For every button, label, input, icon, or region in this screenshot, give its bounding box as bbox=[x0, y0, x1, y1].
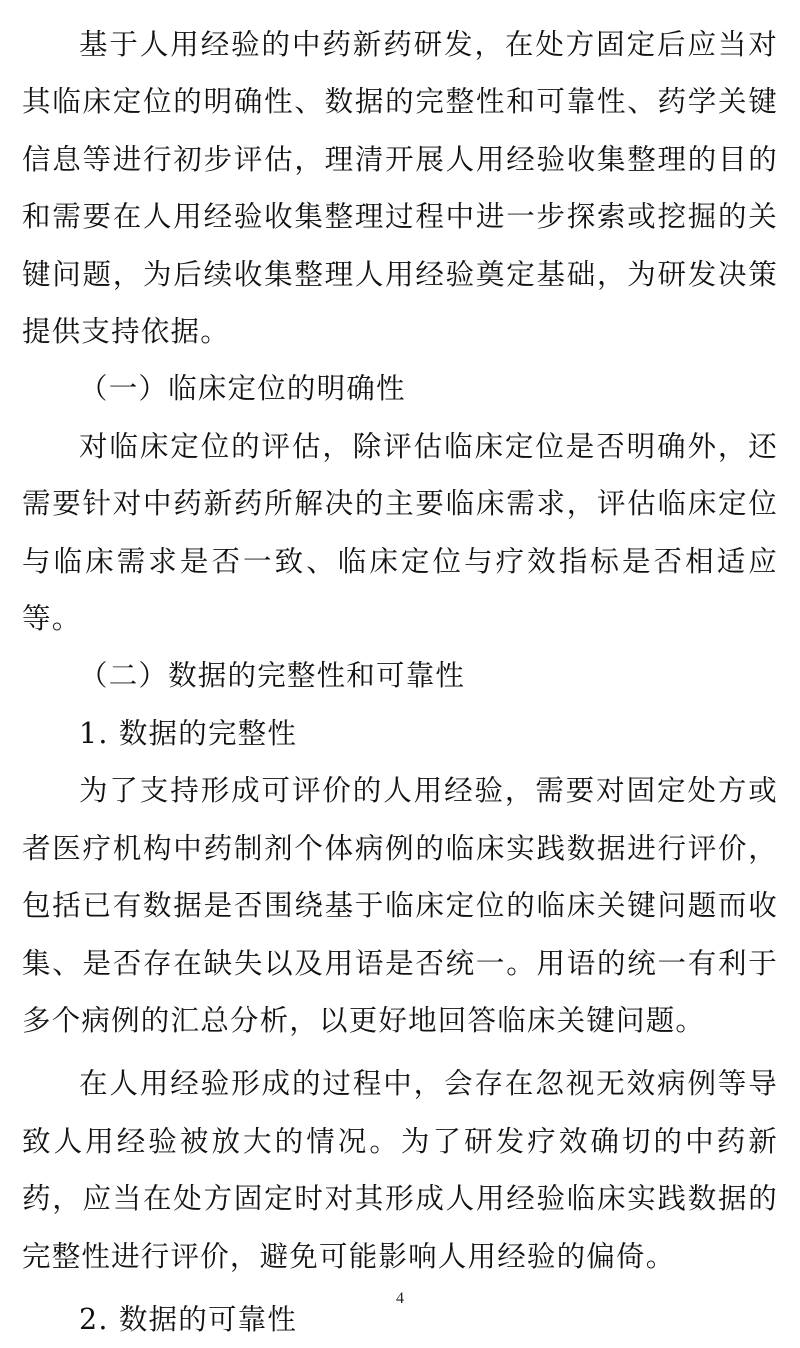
body-paragraph-data-integrity-1: 为了支持形成可评价的人用经验，需要对固定处方或者医疗机构中药制剂个体病例的临床实践数据进行评价，包括已有数据是否围绕基于临床定位的临床关键问题而收集、是否存在缺失以及用语是否统一。用语的统一有利于多个病例的汇总分析，以更好地回答临床关键问题。 bbox=[22, 774, 778, 1037]
page-number: 4 bbox=[396, 1290, 404, 1307]
subsection-heading-data-integrity: 1. 数据的完整性 bbox=[79, 716, 298, 750]
body-paragraph-clinical-positioning: 对临床定位的评估，除评估临床定位是否明确外，还需要针对中药新药所解决的主要临床需求，评估临床定位与临床需求是否一致、临床定位与疗效指标是否相适应等。 bbox=[22, 429, 778, 636]
body-paragraph-data-integrity-2: 在人用经验形成的过程中，会存在忽视无效病例等导致人用经验被放大的情况。为了研发疗效确切的中药新药，应当在处方固定时对其形成人用经验临床实践数据的完整性进行评价，避免可能影响人用经验的偏倚。 bbox=[22, 1067, 778, 1273]
document-body bbox=[22, 16, 778, 1348]
body-paragraph-intro: 基于人用经验的中药新药研发，在处方固定后应当对其临床定位的明确性、数据的完整性和可靠性、药学关键信息等进行初步评估，理清开展人用经验收集整理的目的和需要在人用经验收集整理过程中进一步探索或挖掘的关键问题，为后续收集整理人用经验奠定基础，为研发决策提供支持依据。 bbox=[22, 28, 778, 349]
section-heading-clinical-positioning: （一）临床定位的明确性 bbox=[79, 372, 406, 406]
subsection-heading-data-reliability: 2. 数据的可靠性 bbox=[79, 1302, 298, 1336]
section-heading-data-integrity-reliability: （二）数据的完整性和可靠性 bbox=[79, 659, 466, 693]
